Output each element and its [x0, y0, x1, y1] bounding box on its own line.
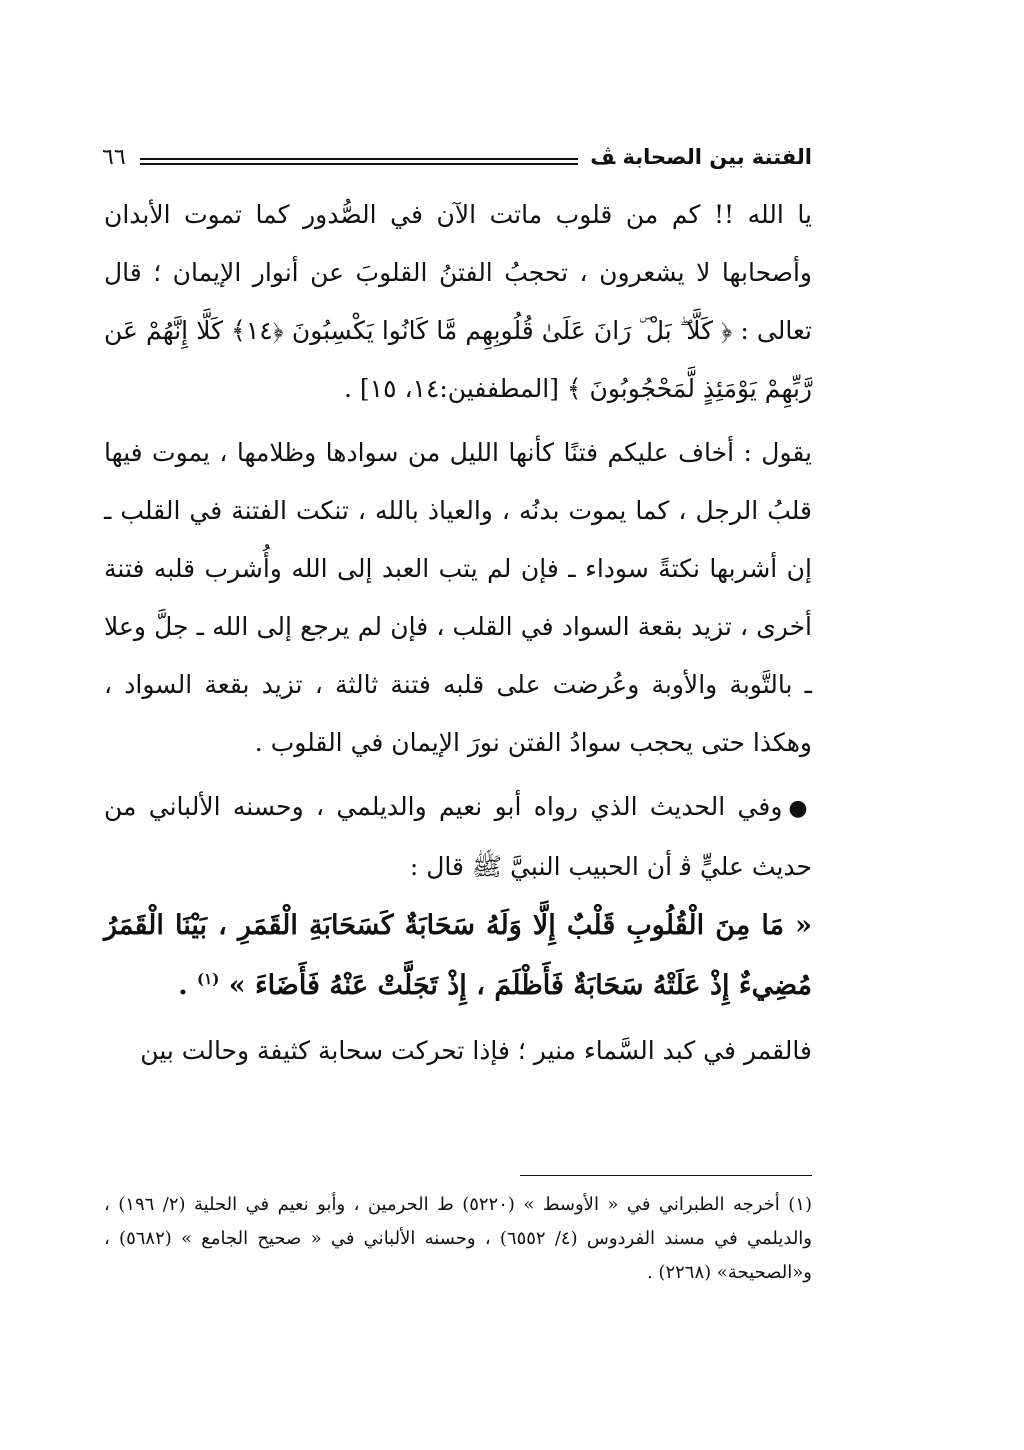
paragraph-3 — [104, 778, 812, 896]
hadith-end-mark: . — [178, 970, 198, 1001]
header-double-rule — [140, 158, 579, 160]
paragraph-1: يا الله !! كم من قلوب ماتت الآن في الصُّدور كما تموت الأبدان وأصحابها لا يشعرون ، تحجبُ الفتنُ القلوبَ عن أنوار الإيمان ؛ قال تعالى : ﴿ كَلَّا ۖ بَلْ ۜ رَانَ عَلَىٰ قُلُوبِهِم مَّا كَانُوا يَكْسِبُونَ ﴿١٤﴾ كَلَّا إِنَّهُمْ عَن رَّبِّهِمْ يَوْمَئِذٍ لَّمَحْجُوبُونَ ﴾ [المطففين:١٤، ١٥] . — [104, 200, 812, 403]
footnote-separator — [520, 1175, 812, 1176]
paragraph-3-text: وفي الحديث الذي رواه أبو نعيم والديلمي ، وحسنه الألباني من حديث عليٍّ ﭬ أن الحبيب النبيَّ ﷺ قال : — [104, 792, 812, 881]
footnotes — [104, 1188, 812, 1290]
footnote-1: (١) أخرجه الطبراني في « الأوسط » (٥٢٢٠) ط الحرمين ، وأبو نعيم في الحلية (٢/ ١٩٦) ، والديلمي في مسند الفردوس (٤/ ٦٥٥٢) ، وحسنه الألباني في « صحيح الجامع » (٥٦٨٢) ، و«الصحيحة» (٢٢٦٨) . — [104, 1194, 812, 1283]
main-text — [104, 186, 812, 1080]
hadith-quote — [104, 896, 812, 1016]
running-header — [102, 140, 812, 174]
bullet-icon: ● — [788, 796, 812, 821]
hadith-text: « مَا مِنَ الْقُلُوبِ قَلْبٌ إِلَّا وَلَهُ سَحَابَةٌ كَسَحَابَةِ الْقَمَرِ ، بَيْنَا الْقَمَرُ مُضِيءٌ إِذْ عَلَتْهُ سَحَابَةٌ فَأَظْلَمَ ، إِذْ تَجَلَّتْ عَنْهُ فَأَضَاءَ » — [104, 910, 812, 1001]
page-number: ٦٦ — [102, 144, 126, 170]
paragraph-4: فالقمر في كبد السَّماء منير ؛ فإذا تحركت سحابة كثيفة وحالت بين — [140, 1036, 812, 1065]
paragraph-2: يقول : أخاف عليكم فتنًا كأنها الليل من سوادها وظلامها ، يموت فيها قلبُ الرجل ، كما يموت بدنُه ، والعياذ بالله ، تنكت الفتنة في القلب ـ إن أشربها نكتةً سوداء ـ فإن لم يتب العبد إلى الله وأُشرب قلبه فتنة أخرى ، تزيد بقعة السواد في القلب ، فإن لم يرجع إلى الله ـ جلَّ وعلا ـ بالتَّوبة والأوبة وعُرضت على قلبه فتنة ثالثة ، تزيد بقعة السواد ، وهكذا حتى يحجب سوادُ الفتن نورَ الإيمان في القلوب . — [104, 438, 812, 757]
running-title: الفتنة بين الصحابة ﭫ — [590, 145, 812, 169]
footnote-reference[interactable]: (١) — [197, 970, 220, 988]
